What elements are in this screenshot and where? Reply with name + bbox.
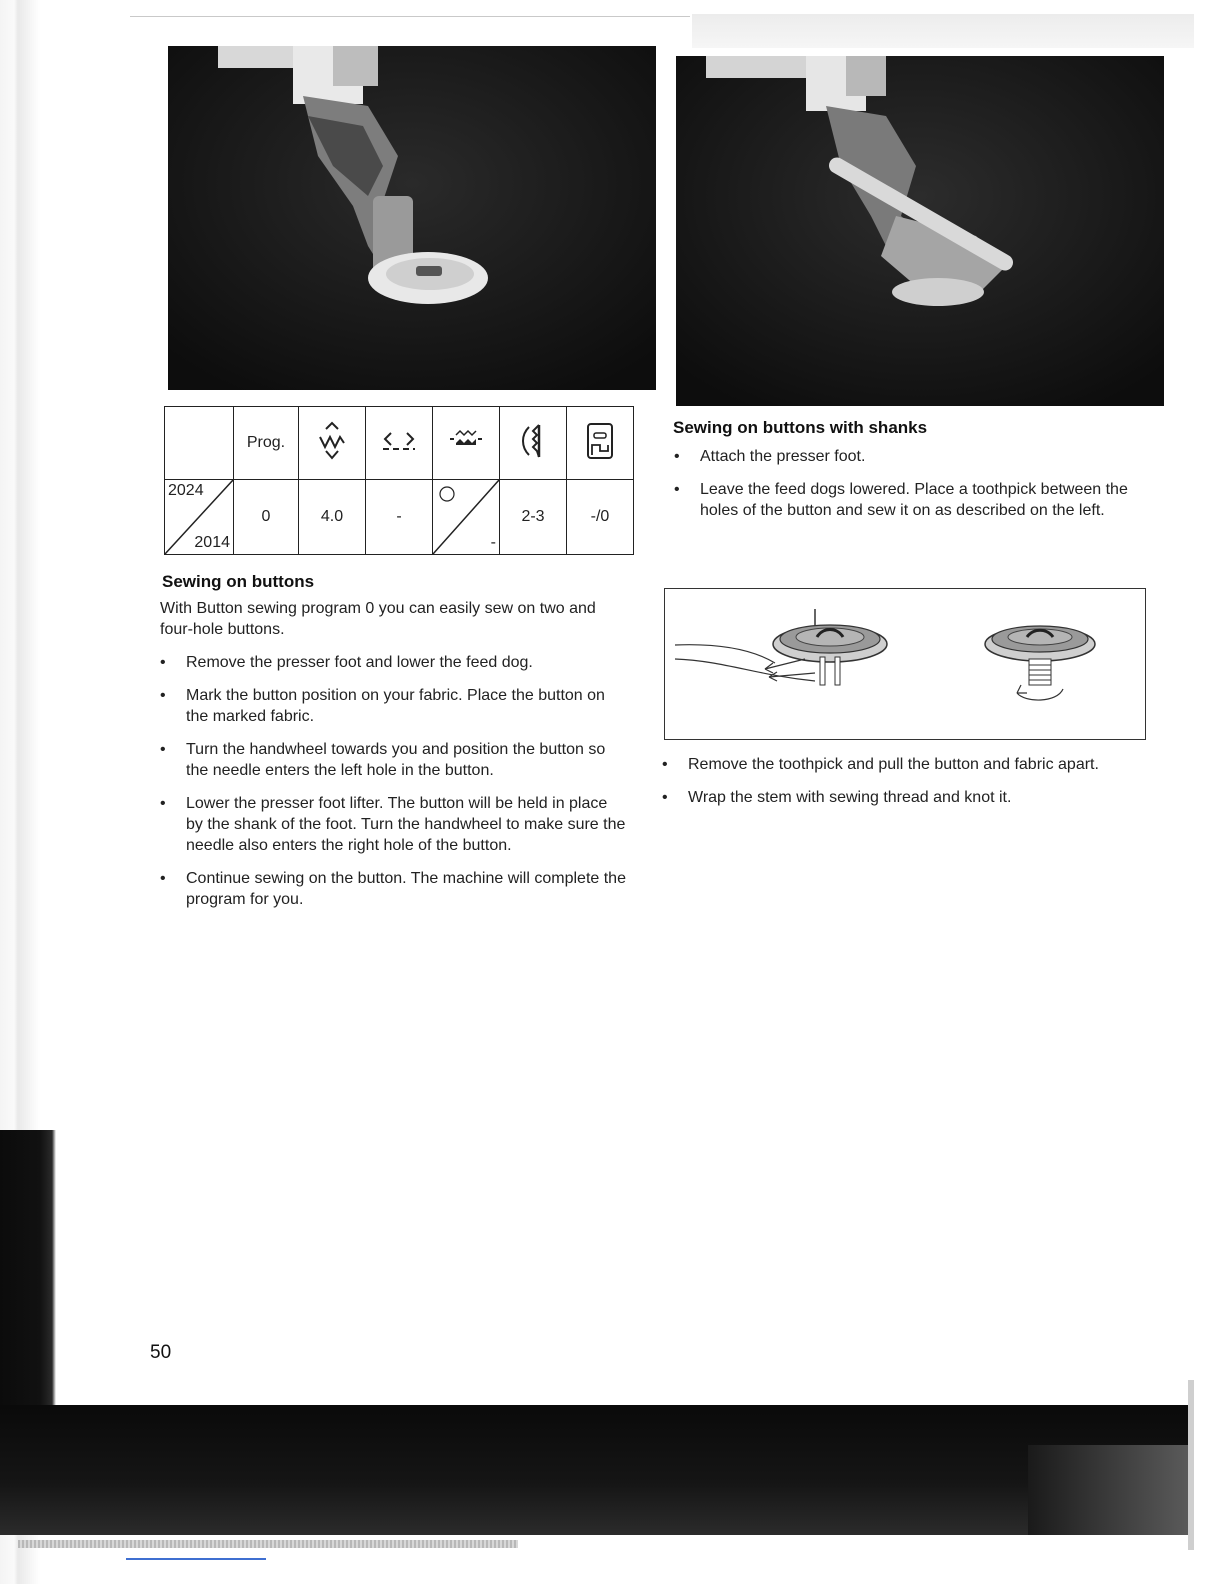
header-thread-tension <box>500 407 567 480</box>
scan-shadow-left <box>0 1130 56 1420</box>
top-rule <box>130 16 690 17</box>
value-stitch-length: - <box>366 480 433 555</box>
photo-presser-foot-toothpick <box>676 56 1164 406</box>
value-stitch-width: 4.0 <box>299 480 366 555</box>
list-item: • Remove the presser foot and lower the feed dog. <box>160 652 628 673</box>
list-item: • Leave the feed dogs lowered. Place a toothpick between the holes of the button and sew it on as described on the left. <box>674 479 1154 521</box>
model-2014: 2014 <box>194 534 230 551</box>
heading-sewing-buttons-with-shanks: Sewing on buttons with shanks <box>673 418 928 437</box>
button-shank-diagram <box>664 588 1146 740</box>
page-edge-right <box>1188 1380 1194 1550</box>
stitch-length-icon <box>379 421 419 461</box>
list-item: • Attach the presser foot. <box>674 446 1154 467</box>
value-feed-dog <box>433 480 500 555</box>
header-presser-foot <box>567 407 634 480</box>
bottom-rule <box>18 1540 518 1548</box>
list-item: • Turn the handwheel towards you and position the button so the needle enters the left hole in the button. <box>160 739 628 781</box>
heading-sewing-on-buttons: Sewing on buttons <box>162 572 315 591</box>
list-item: • Mark the button position on your fabric. Place the button on the marked fabric. <box>160 685 628 727</box>
instructions-list-left <box>160 652 628 922</box>
feed-dog-lowered-value: - <box>490 534 496 551</box>
list-item: • Lower the presser foot lifter. The button will be held in place by the shank of the foot. Turn the handwheel to make sure the needle also enters the right hole of the button. <box>160 793 628 856</box>
header-empty-cell <box>165 407 234 480</box>
instructions-list-right-top <box>674 446 1154 533</box>
header-stitch-width <box>299 407 366 480</box>
model-cell <box>165 480 234 555</box>
header-stitch-length <box>366 407 433 480</box>
settings-table <box>164 406 634 555</box>
button-shank-illustration <box>665 589 1145 739</box>
presser-foot-icon <box>580 421 620 461</box>
page-number: 50 <box>150 1342 172 1363</box>
thread-tension-icon <box>513 421 553 461</box>
top-right-band <box>692 14 1194 48</box>
header-prog: Prog. <box>234 407 299 480</box>
feed-dog-icon <box>446 421 486 461</box>
instructions-list-right-bottom <box>662 754 1122 820</box>
model-2024: 2024 <box>168 482 204 499</box>
value-thread-tension: 2-3 <box>500 480 567 555</box>
scan-shadow-bottom <box>0 1405 1188 1535</box>
value-presser-foot: -/0 <box>567 480 634 555</box>
feed-dog-diagonal <box>433 480 499 554</box>
list-item: • Wrap the stem with sewing thread and knot it. <box>662 787 1122 808</box>
stitch-width-icon <box>312 421 352 461</box>
list-item: • Continue sewing on the button. The machine will complete the program for you. <box>160 868 628 910</box>
list-item: • Remove the toothpick and pull the button and fabric apart. <box>662 754 1122 775</box>
bottom-accent-line <box>126 1558 266 1560</box>
value-prog: 0 <box>234 480 299 555</box>
intro-paragraph: With Button sewing program 0 you can easily sew on two and four-hole buttons. <box>160 600 596 638</box>
photo-presser-foot-button <box>168 46 656 390</box>
header-feed-dog <box>433 407 500 480</box>
